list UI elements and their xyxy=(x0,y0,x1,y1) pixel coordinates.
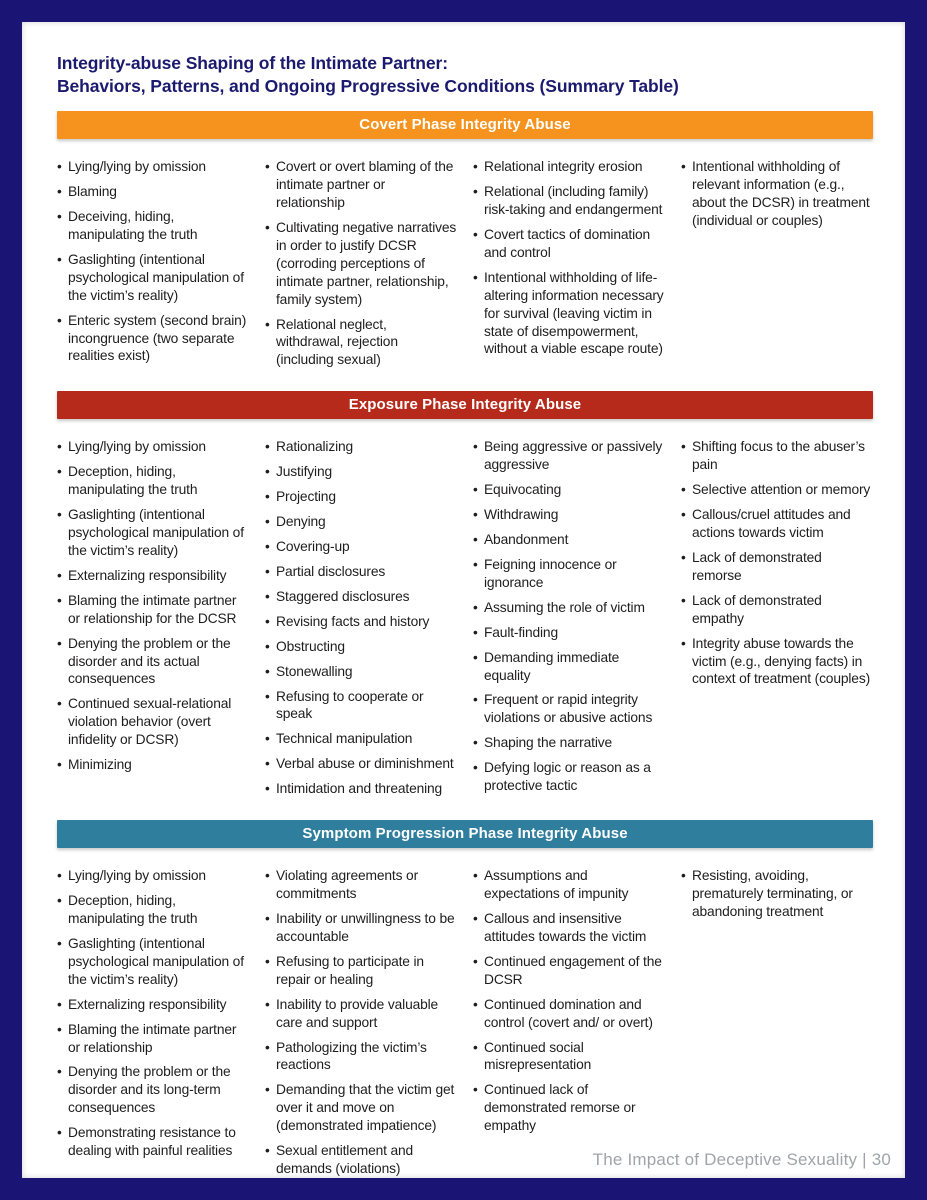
bullet-item: • Inability or unwillingness to be accountable xyxy=(265,910,457,946)
bullet-item: • Feigning innocence or ignorance xyxy=(473,556,665,592)
bullet-item: • Covert or overt blaming of the intimate partner or relationship xyxy=(265,158,457,212)
bullet-item: • Continued lack of demonstrated remorse or empathy xyxy=(473,1081,665,1135)
document-page xyxy=(22,22,905,1178)
bullet-item: • Blaming the intimate partner or relationship for the DCSR xyxy=(57,592,249,628)
bullet-item: • Rationalizing xyxy=(265,438,457,456)
bullet-item: • Obstructing xyxy=(265,638,457,656)
page-footer: The Impact of Deceptive Sexuality | 30 xyxy=(592,1150,891,1169)
bullet-item: • Intentional withholding of life-altering information necessary for survival (leaving victim in state of disempowerment, without a viable escape route) xyxy=(473,269,665,359)
bullet-item: • Being aggressive or passively aggressive xyxy=(473,438,665,474)
bullet-item: • Continued engagement of the DCSR xyxy=(473,953,665,989)
bullet-item: • Relational neglect, withdrawal, rejection (including sexual) xyxy=(265,316,457,370)
bullet-item: • Selective attention or memory xyxy=(681,481,873,499)
bullet-column-3 xyxy=(473,158,665,376)
bullet-item: • Abandonment xyxy=(473,531,665,549)
bullet-item: • Lying/lying by omission xyxy=(57,867,249,885)
phase-header: Covert Phase Integrity Abuse xyxy=(57,111,873,139)
bullet-item: • Deception, hiding, manipulating the truth xyxy=(57,463,249,499)
bullet-item: • Lack of demonstrated remorse xyxy=(681,549,873,585)
page-title-line1: Integrity-abuse Shaping of the Intimate Partner: xyxy=(57,53,448,73)
bullet-item: • Deceiving, hiding, manipulating the truth xyxy=(57,208,249,244)
bullet-item: • Withdrawing xyxy=(473,506,665,524)
bullet-item: • Minimizing xyxy=(57,756,249,774)
bullet-item: • Inability to provide valuable care and support xyxy=(265,996,457,1032)
bullet-item: • Violating agreements or commitments xyxy=(265,867,457,903)
bullet-column-1 xyxy=(57,158,249,376)
bullet-item: • Externalizing responsibility xyxy=(57,996,249,1014)
bullet-item: • Refusing to cooperate or speak xyxy=(265,688,457,724)
bullet-item: • Assumptions and expectations of impunity xyxy=(473,867,665,903)
bullet-item: • Shifting focus to the abuser’s pain xyxy=(681,438,873,474)
bullet-item: • Blaming the intimate partner or relationship xyxy=(57,1021,249,1057)
bullet-column-2 xyxy=(265,867,457,1185)
bullet-item: • Defying logic or reason as a protective tactic xyxy=(473,759,665,795)
bullet-item: • Assuming the role of victim xyxy=(473,599,665,617)
bullet-item: • Stonewalling xyxy=(265,663,457,681)
phase-columns xyxy=(57,432,873,805)
bullet-item: • Resisting, avoiding, prematurely terminating, or abandoning treatment xyxy=(681,867,873,921)
bullet-item: • Blaming xyxy=(57,183,249,201)
bullet-item: • Continued domination and control (covert and/ or overt) xyxy=(473,996,665,1032)
bullet-item: • Denying xyxy=(265,513,457,531)
bullet-item: • Frequent or rapid integrity violations or abusive actions xyxy=(473,691,665,727)
bullet-column-3 xyxy=(473,438,665,805)
bullet-item: • Pathologizing the victim’s reactions xyxy=(265,1039,457,1075)
phase-sections-container xyxy=(57,111,873,1185)
bullet-item: • Covert tactics of domination and control xyxy=(473,226,665,262)
bullet-item: • Demonstrating resistance to dealing with painful realities xyxy=(57,1124,249,1160)
bullet-item: • Refusing to participate in repair or healing xyxy=(265,953,457,989)
phase-columns xyxy=(57,861,873,1185)
bullet-item: • Relational integrity erosion xyxy=(473,158,665,176)
bullet-item: • Covering-up xyxy=(265,538,457,556)
bullet-item: • Fault-finding xyxy=(473,624,665,642)
bullet-item: • Intimidation and threatening xyxy=(265,780,457,798)
phase-section-1 xyxy=(57,111,873,376)
bullet-item: • Revising facts and history xyxy=(265,613,457,631)
bullet-item: • Lying/lying by omission xyxy=(57,438,249,456)
page-title-line2: Behaviors, Patterns, and Ongoing Progressive Conditions (Summary Table) xyxy=(57,76,679,97)
bullet-item: • Sexual entitlement and demands (violations) xyxy=(265,1142,457,1178)
bullet-column-4 xyxy=(681,867,873,1185)
bullet-column-3 xyxy=(473,867,665,1185)
bullet-item: • Continued sexual-relational violation behavior (overt infidelity or DCSR) xyxy=(57,695,249,749)
bullet-item: • Gaslighting (intentional psychological manipulation of the victim’s reality) xyxy=(57,506,249,560)
bullet-item: • Denying the problem or the disorder and its long-term consequences xyxy=(57,1063,249,1117)
bullet-item: • Integrity abuse towards the victim (e.g., denying facts) in context of treatment (couples) xyxy=(681,635,873,689)
bullet-item: • Relational (including family) risk-taking and endangerment xyxy=(473,183,665,219)
bullet-item: • Staggered disclosures xyxy=(265,588,457,606)
bullet-item: • Lack of demonstrated empathy xyxy=(681,592,873,628)
phase-section-2 xyxy=(57,391,873,805)
bullet-item: • Equivocating xyxy=(473,481,665,499)
phase-section-3 xyxy=(57,820,873,1185)
bullet-item: • Technical manipulation xyxy=(265,730,457,748)
bullet-column-2 xyxy=(265,158,457,376)
bullet-item: • Callous/cruel attitudes and actions towards victim xyxy=(681,506,873,542)
bullet-item: • Demanding that the victim get over it and move on (demonstrated impatience) xyxy=(265,1081,457,1135)
bullet-item: • Lying/lying by omission xyxy=(57,158,249,176)
bullet-item: • Gaslighting (intentional psychological manipulation of the victim’s reality) xyxy=(57,935,249,989)
bullet-column-4 xyxy=(681,158,873,376)
phase-header: Symptom Progression Phase Integrity Abuse xyxy=(57,820,873,848)
bullet-item: • Denying the problem or the disorder and its actual consequences xyxy=(57,635,249,689)
bullet-item: • Verbal abuse or diminishment xyxy=(265,755,457,773)
bullet-column-2 xyxy=(265,438,457,805)
phase-header: Exposure Phase Integrity Abuse xyxy=(57,391,873,419)
bullet-item: • Shaping the narrative xyxy=(473,734,665,752)
bullet-item: • Demanding immediate equality xyxy=(473,649,665,685)
page-title xyxy=(57,52,873,98)
bullet-column-1 xyxy=(57,438,249,805)
bullet-item: • Gaslighting (intentional psychological manipulation of the victim’s reality) xyxy=(57,251,249,305)
bullet-item: • Callous and insensitive attitudes towards the victim xyxy=(473,910,665,946)
bullet-column-1 xyxy=(57,867,249,1185)
bullet-item: • Externalizing responsibility xyxy=(57,567,249,585)
bullet-item: • Intentional withholding of relevant information (e.g., about the DCSR) in treatment (individual or couples) xyxy=(681,158,873,230)
bullet-item: • Justifying xyxy=(265,463,457,481)
phase-columns xyxy=(57,152,873,376)
bullet-item: • Continued social misrepresentation xyxy=(473,1039,665,1075)
bullet-item: • Enteric system (second brain) incongruence (two separate realities exist) xyxy=(57,312,249,366)
bullet-item: • Deception, hiding, manipulating the truth xyxy=(57,892,249,928)
bullet-column-4 xyxy=(681,438,873,805)
bullet-item: • Partial disclosures xyxy=(265,563,457,581)
bullet-item: • Projecting xyxy=(265,488,457,506)
bullet-item: • Cultivating negative narratives in order to justify DCSR (corroding perceptions of intimate partner, relationship, family system) xyxy=(265,219,457,309)
